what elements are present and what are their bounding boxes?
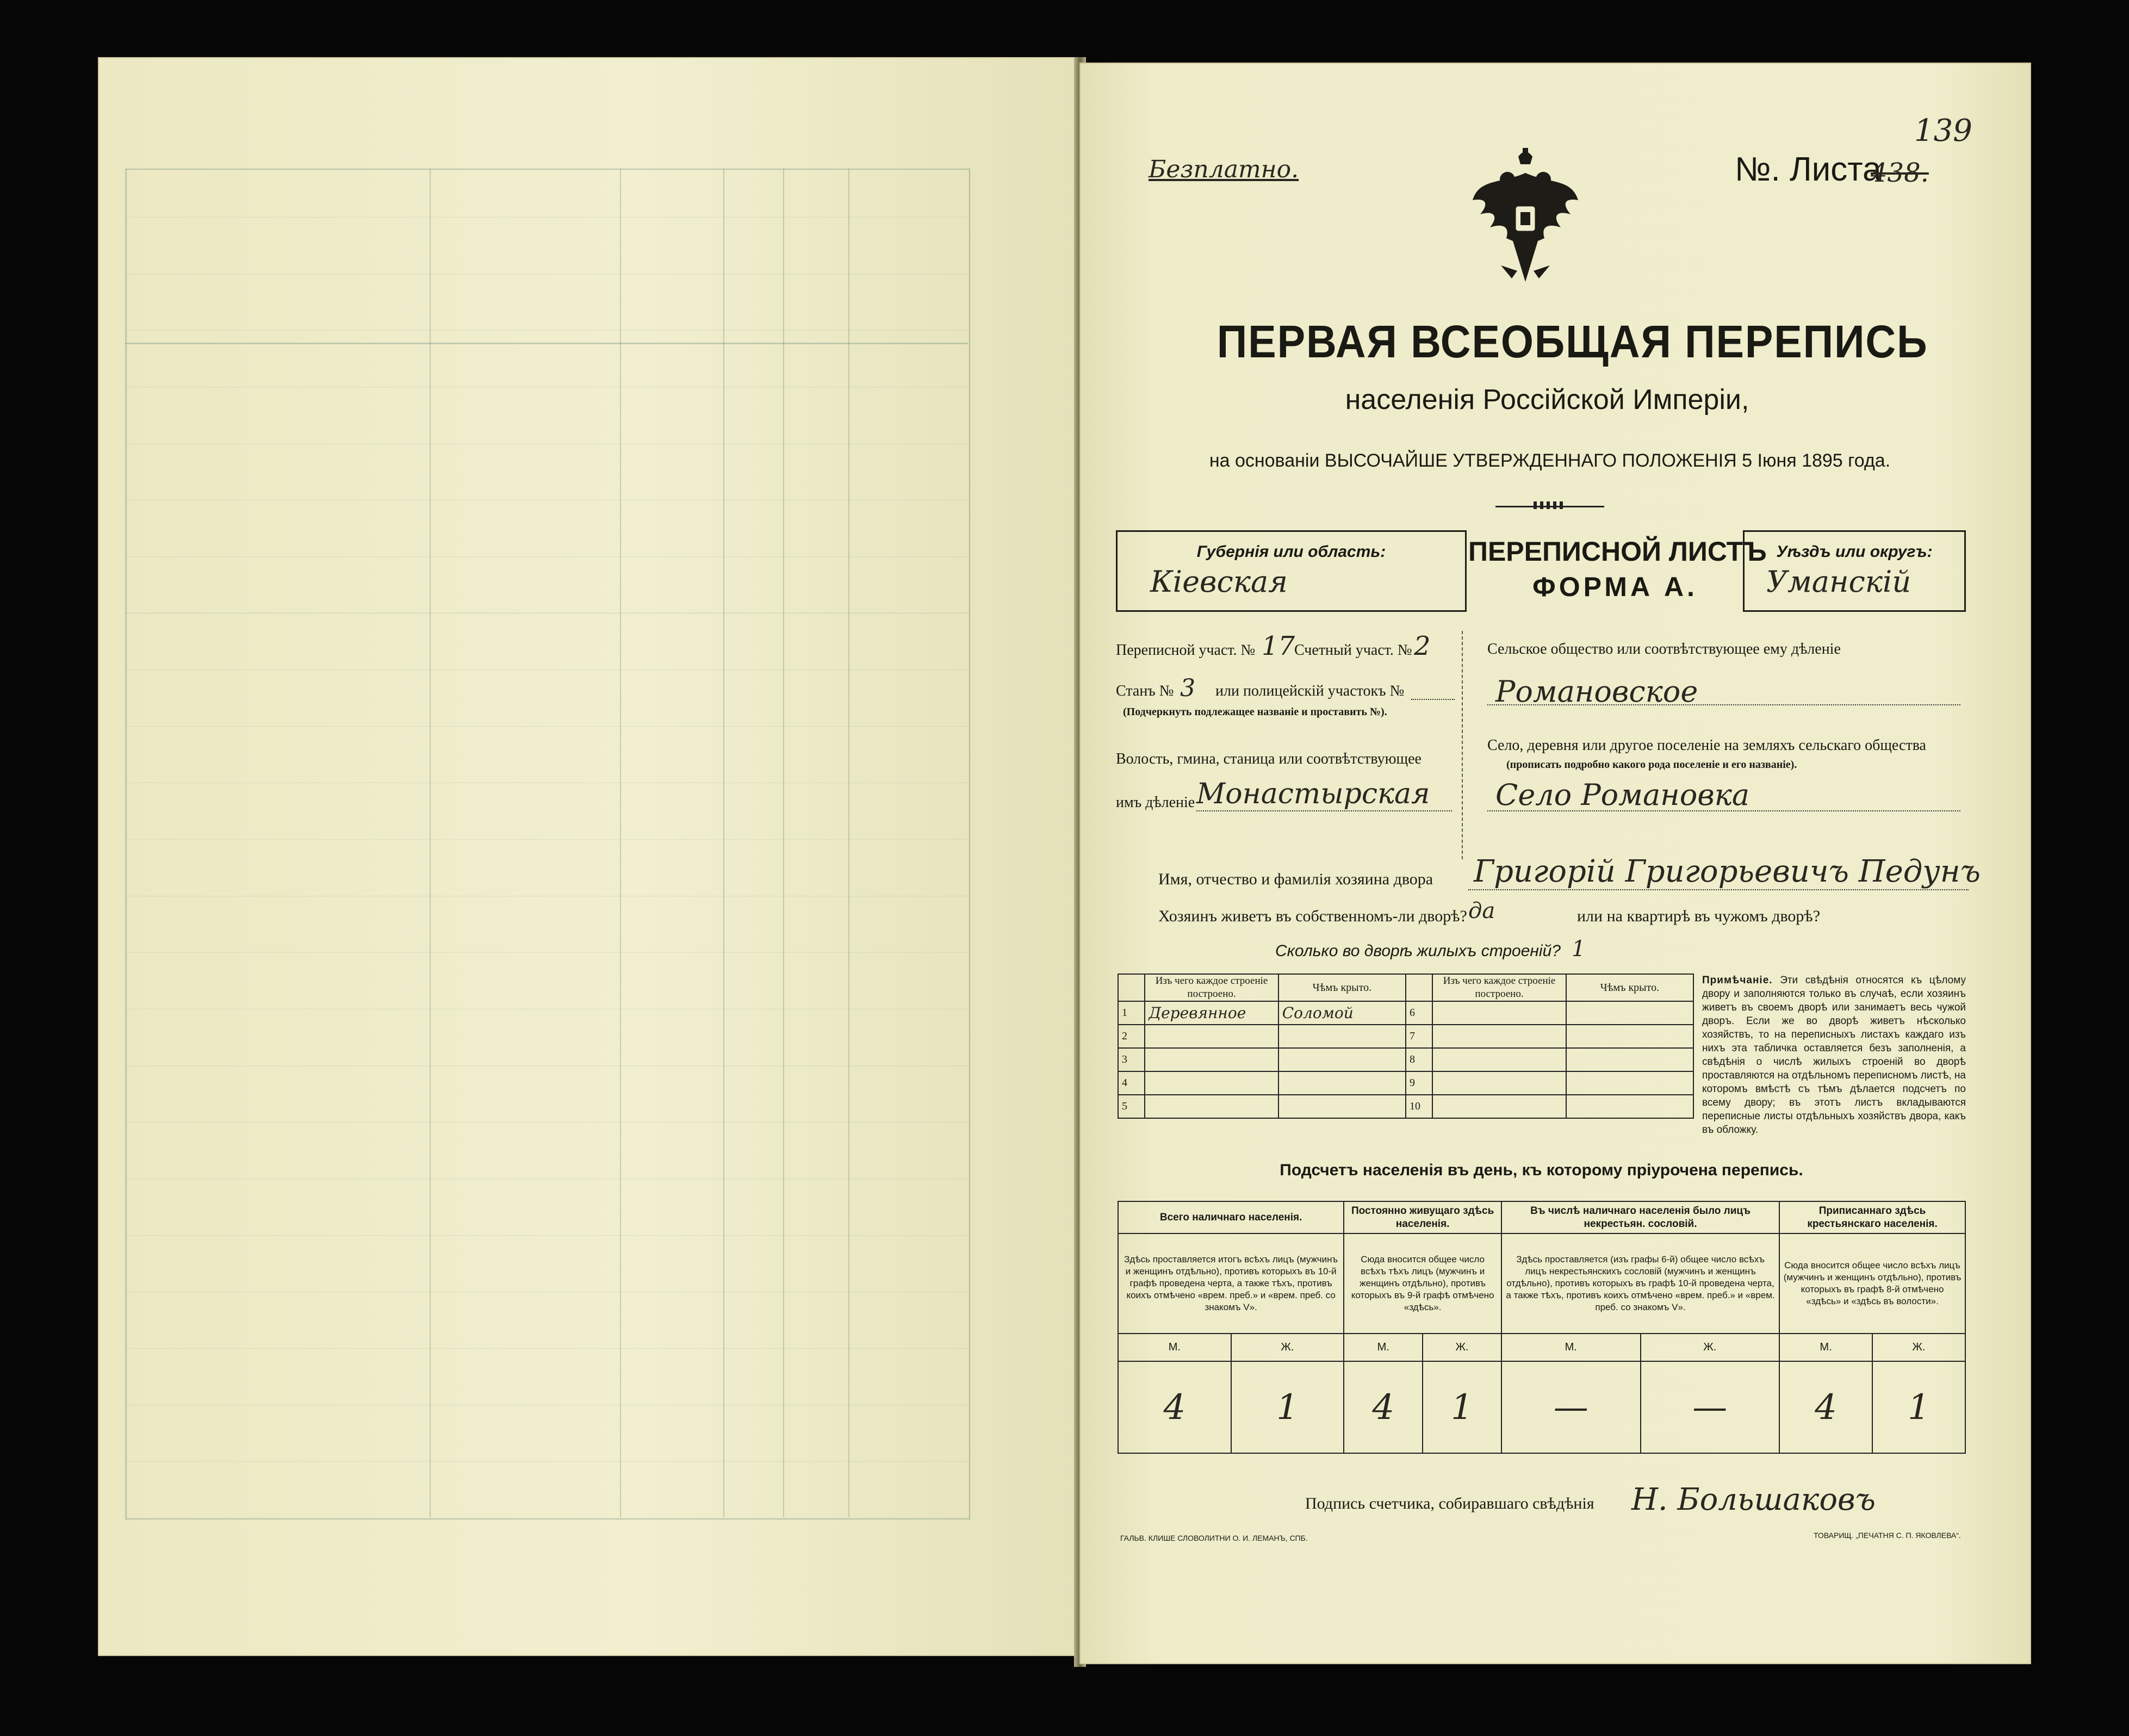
society-blank bbox=[1487, 704, 1960, 705]
ghost-column-line bbox=[620, 169, 621, 1517]
gubernia-value[interactable]: Кіевская bbox=[1150, 565, 1288, 599]
gubernia-label: Губернія или область: bbox=[1196, 543, 1386, 561]
police-label: или полицейскій участокъ № bbox=[1215, 683, 1405, 699]
female-header: Ж. bbox=[1231, 1334, 1344, 1361]
stan-value[interactable]: 3 bbox=[1180, 674, 1195, 702]
female-count[interactable]: 1 bbox=[1231, 1361, 1344, 1453]
roof-cell[interactable] bbox=[1566, 1071, 1693, 1095]
group-title: Постоянно живущаго здѣсь населенія. bbox=[1344, 1201, 1501, 1233]
legal-basis: на основаніи ВЫСОЧАЙШЕ УТВЕРЖДЕННАГО ПОЛОЖЕНІЯ 5 Іюня 1895 года. bbox=[1209, 450, 1891, 471]
group-title: Приписаннаго здѣсь крестьянскаго населенія. bbox=[1779, 1201, 1965, 1233]
roof-cell[interactable] bbox=[1566, 1025, 1693, 1048]
village-label: Село, деревня или другое поселеніе на земляхъ сельскаго общества bbox=[1487, 737, 1926, 754]
village-blank bbox=[1487, 810, 1960, 811]
row-number: 9 bbox=[1406, 1071, 1432, 1095]
stan-note: (Подчеркнуть подлежащее названіе и проставить №). bbox=[1123, 706, 1387, 718]
female-count[interactable]: 1 bbox=[1872, 1361, 1965, 1453]
table-row bbox=[1118, 1095, 1693, 1118]
owner-name-blank bbox=[1468, 889, 1969, 890]
stan-label: Станъ № bbox=[1116, 683, 1174, 699]
roof-header: Чѣмъ крыто. bbox=[1278, 974, 1406, 1001]
ghost-header-row bbox=[125, 169, 968, 344]
note-title: Примѣчаніе. bbox=[1702, 975, 1773, 986]
sheet-number-value: 438. bbox=[1871, 158, 1929, 188]
archive-number: 139 bbox=[1914, 113, 1972, 148]
material-cell[interactable] bbox=[1432, 1025, 1566, 1048]
ghost-column-line bbox=[848, 169, 849, 1517]
male-header: М. bbox=[1118, 1334, 1231, 1361]
material-cell[interactable] bbox=[1432, 1001, 1566, 1025]
row-number: 4 bbox=[1118, 1071, 1145, 1095]
table-row bbox=[1118, 1001, 1693, 1025]
male-header: М. bbox=[1779, 1334, 1872, 1361]
group-description: Здѣсь проставляется итогъ всѣхъ лицъ (мужчинъ и женщинъ отдѣльно), противъ которыхъ въ 10-й графѣ проведена черта, а также тѣхъ, противъ коихъ отмѣчено «врем. преб.» и «врем. преб. со знакомъ V». bbox=[1118, 1233, 1344, 1334]
roof-cell[interactable] bbox=[1566, 1048, 1693, 1071]
signature-value[interactable]: Н. Большаковъ bbox=[1631, 1482, 1876, 1517]
material-cell[interactable] bbox=[1432, 1071, 1566, 1095]
male-count[interactable]: 4 bbox=[1344, 1361, 1423, 1453]
roof-cell[interactable] bbox=[1278, 1071, 1406, 1095]
footer-printer-left: ГАЛЬВ. КЛИШЕ СЛОВОЛИТНИ О. И. ЛЕМАНЪ, СПБ. bbox=[1120, 1534, 1308, 1542]
ghost-column-line bbox=[783, 169, 784, 1517]
group-description: Сюда вносится общее число всѣхъ лицъ (мужчинъ и женщинъ отдѣльно), противъ которыхъ въ графѣ 8-й отмѣчено «здѣсь» и «здѣсь въ волости». bbox=[1779, 1233, 1965, 1334]
row-number: 5 bbox=[1118, 1095, 1145, 1118]
count-district-value[interactable]: 2 bbox=[1414, 631, 1431, 661]
material-cell[interactable]: Деревянное bbox=[1145, 1001, 1278, 1025]
society-label: Сельское общество или соотвѣтствующее ему дѣленіе bbox=[1487, 641, 1841, 658]
census-district-label: Переписной участ. № bbox=[1116, 642, 1256, 659]
village-value[interactable]: Село Романовка bbox=[1495, 778, 1750, 812]
row-number: 7 bbox=[1406, 1025, 1432, 1048]
group-description: Сюда вносится общее число всѣхъ тѣхъ лицъ (мужчинъ и женщинъ отдѣльно), противъ которыхъ въ 9-й графѣ отмѣчено «здѣсь». bbox=[1344, 1233, 1501, 1334]
owner-name-label: Имя, отчество и фамилія хозяина двора bbox=[1158, 870, 1433, 888]
ghost-column-line bbox=[723, 169, 724, 1517]
table-row bbox=[1118, 1025, 1693, 1048]
population-table bbox=[1118, 1201, 1966, 1454]
row-number: 3 bbox=[1118, 1048, 1145, 1071]
form-title: ПЕРЕПИСНОЙ ЛИСТЪ bbox=[1468, 536, 1767, 567]
buildings-label: Сколько во дворѣ жилыхъ строеній? bbox=[1275, 942, 1561, 960]
roof-cell[interactable] bbox=[1278, 1048, 1406, 1071]
rented-label: или на квартирѣ въ чужомъ дворѣ? bbox=[1577, 907, 1821, 925]
material-header: Изъ чего каждое строеніе построено. bbox=[1145, 974, 1278, 1001]
population-heading: Подсчетъ населенія въ день, къ которому пріурочена перепись. bbox=[1280, 1161, 1803, 1179]
material-cell[interactable] bbox=[1432, 1048, 1566, 1071]
society-value[interactable]: Романовское bbox=[1495, 674, 1698, 709]
buildings-value[interactable]: 1 bbox=[1572, 937, 1586, 962]
title-ornament-dots bbox=[1534, 501, 1566, 509]
buildings-table bbox=[1118, 974, 1694, 1119]
group-title: Въ числѣ наличнаго населенія было лицъ некрестьян. сословій. bbox=[1501, 1201, 1779, 1233]
uezd-value[interactable]: Уманскій bbox=[1766, 565, 1911, 599]
gubernia-box bbox=[1116, 530, 1467, 612]
row-number: 8 bbox=[1406, 1048, 1432, 1071]
female-header: Ж. bbox=[1641, 1334, 1780, 1361]
own-yard-value[interactable]: да bbox=[1468, 898, 1495, 923]
signature-label: Подпись счетчика, собиравшаго свѣдѣнія bbox=[1305, 1495, 1594, 1512]
male-header: М. bbox=[1501, 1334, 1641, 1361]
footer-printer-right: ТОВАРИЩ. „ПЕЧАТНЯ С. П. ЯКОВЛЕВА“. bbox=[1814, 1531, 1961, 1540]
owner-name-value[interactable]: Григорій Григорьевичъ Педунъ bbox=[1474, 854, 1981, 889]
female-header: Ж. bbox=[1872, 1334, 1965, 1361]
uezd-label: Уѣздъ или округъ: bbox=[1776, 543, 1933, 561]
volost-value[interactable]: Монастырская bbox=[1196, 778, 1430, 810]
roof-cell[interactable] bbox=[1278, 1095, 1406, 1118]
page-title: ПЕРВАЯ ВСЕОБЩАЯ ПЕРЕПИСЬ bbox=[1216, 316, 1928, 367]
roof-cell[interactable] bbox=[1566, 1001, 1693, 1025]
female-count[interactable]: — bbox=[1641, 1361, 1780, 1453]
material-cell[interactable] bbox=[1145, 1048, 1278, 1071]
material-cell[interactable] bbox=[1145, 1025, 1278, 1048]
volost-label: Волость, гмина, станица или соотвѣтствующее bbox=[1116, 751, 1422, 767]
material-cell[interactable] bbox=[1145, 1071, 1278, 1095]
male-header: М. bbox=[1344, 1334, 1423, 1361]
imperial-eagle-icon bbox=[1468, 146, 1582, 293]
male-count[interactable]: — bbox=[1501, 1361, 1641, 1453]
material-header-2: Изъ чего каждое строеніе построено. bbox=[1432, 974, 1566, 1001]
free-label: Безплатно. bbox=[1149, 156, 1299, 183]
count-district-label: Счетный участ. № bbox=[1294, 642, 1412, 659]
male-count[interactable]: 4 bbox=[1118, 1361, 1231, 1453]
material-cell[interactable] bbox=[1432, 1095, 1566, 1118]
female-header: Ж. bbox=[1423, 1334, 1501, 1361]
row-number: 10 bbox=[1406, 1095, 1432, 1118]
form-subtitle: ФОРМА А. bbox=[1532, 572, 1698, 602]
page-subtitle: населенія Россійской Имперіи, bbox=[1345, 384, 1749, 416]
material-cell[interactable] bbox=[1145, 1095, 1278, 1118]
volost-blank bbox=[1196, 810, 1452, 811]
row-number: 6 bbox=[1406, 1001, 1432, 1025]
table-row bbox=[1118, 1048, 1693, 1071]
ghost-table-grid bbox=[125, 169, 970, 1520]
sheet-number-label: №. Листа bbox=[1735, 151, 1882, 188]
own-yard-label: Хозяинъ живетъ въ собственномъ-ли дворѣ? bbox=[1158, 907, 1467, 925]
roof-header-2: Чѣмъ крыто. bbox=[1566, 974, 1693, 1001]
uezd-box bbox=[1743, 530, 1966, 612]
table-row bbox=[1118, 1071, 1693, 1095]
male-count[interactable]: 4 bbox=[1779, 1361, 1872, 1453]
census-district-value[interactable]: 17 bbox=[1262, 631, 1295, 661]
fields-divider bbox=[1462, 631, 1463, 859]
female-count[interactable]: 1 bbox=[1423, 1361, 1501, 1453]
police-blank[interactable] bbox=[1411, 699, 1455, 700]
group-description: Здѣсь проставляется (изъ графы 6-й) общее число всѣхъ лицъ некрестьянскихъ сословій (мужчинъ и женщинъ отдѣльно), противъ которыхъ въ графѣ 10-й проведена черта, а также тѣхъ, противъ коихъ отмѣчено «врем. преб.» и «врем. преб. со знакомъ V». bbox=[1501, 1233, 1779, 1334]
note-text: Эти свѣдѣнія относятся къ цѣлому двору и заполняются только въ случаѣ, если хозяинъ живетъ въ своемъ дворѣ или занимаетъ весь чужой дворъ. Если же во дворѣ живетъ нѣсколько хозяйствъ, то на переписныхъ листахъ каждаго изъ нихъ эта табличка оставляется безъ заполненія, а свѣдѣнія о числѣ жилыхъ строеній во дворѣ проставляются на отдѣльномъ переписномъ листѣ, на которомъ вмѣстѣ съ тѣмъ дѣлается подсчетъ по всему двору; въ этотъ листъ вкладываются переписные листы отдѣльныхъ хозяйствъ двора, какъ въ обложку. bbox=[1702, 975, 1966, 1136]
ghost-column-line bbox=[430, 169, 431, 1517]
group-title: Всего наличнаго населенія. bbox=[1118, 1201, 1344, 1233]
roof-cell[interactable] bbox=[1566, 1095, 1693, 1118]
volost-label-2: имъ дѣленіе bbox=[1116, 794, 1195, 811]
note-block bbox=[1702, 974, 1966, 1137]
village-note: (прописать подробно какого рода поселеніе и его названіе). bbox=[1506, 759, 1797, 771]
roof-cell[interactable] bbox=[1278, 1025, 1406, 1048]
row-number: 2 bbox=[1118, 1025, 1145, 1048]
roof-cell[interactable]: Соломой bbox=[1278, 1001, 1406, 1025]
row-number: 1 bbox=[1118, 1001, 1145, 1025]
